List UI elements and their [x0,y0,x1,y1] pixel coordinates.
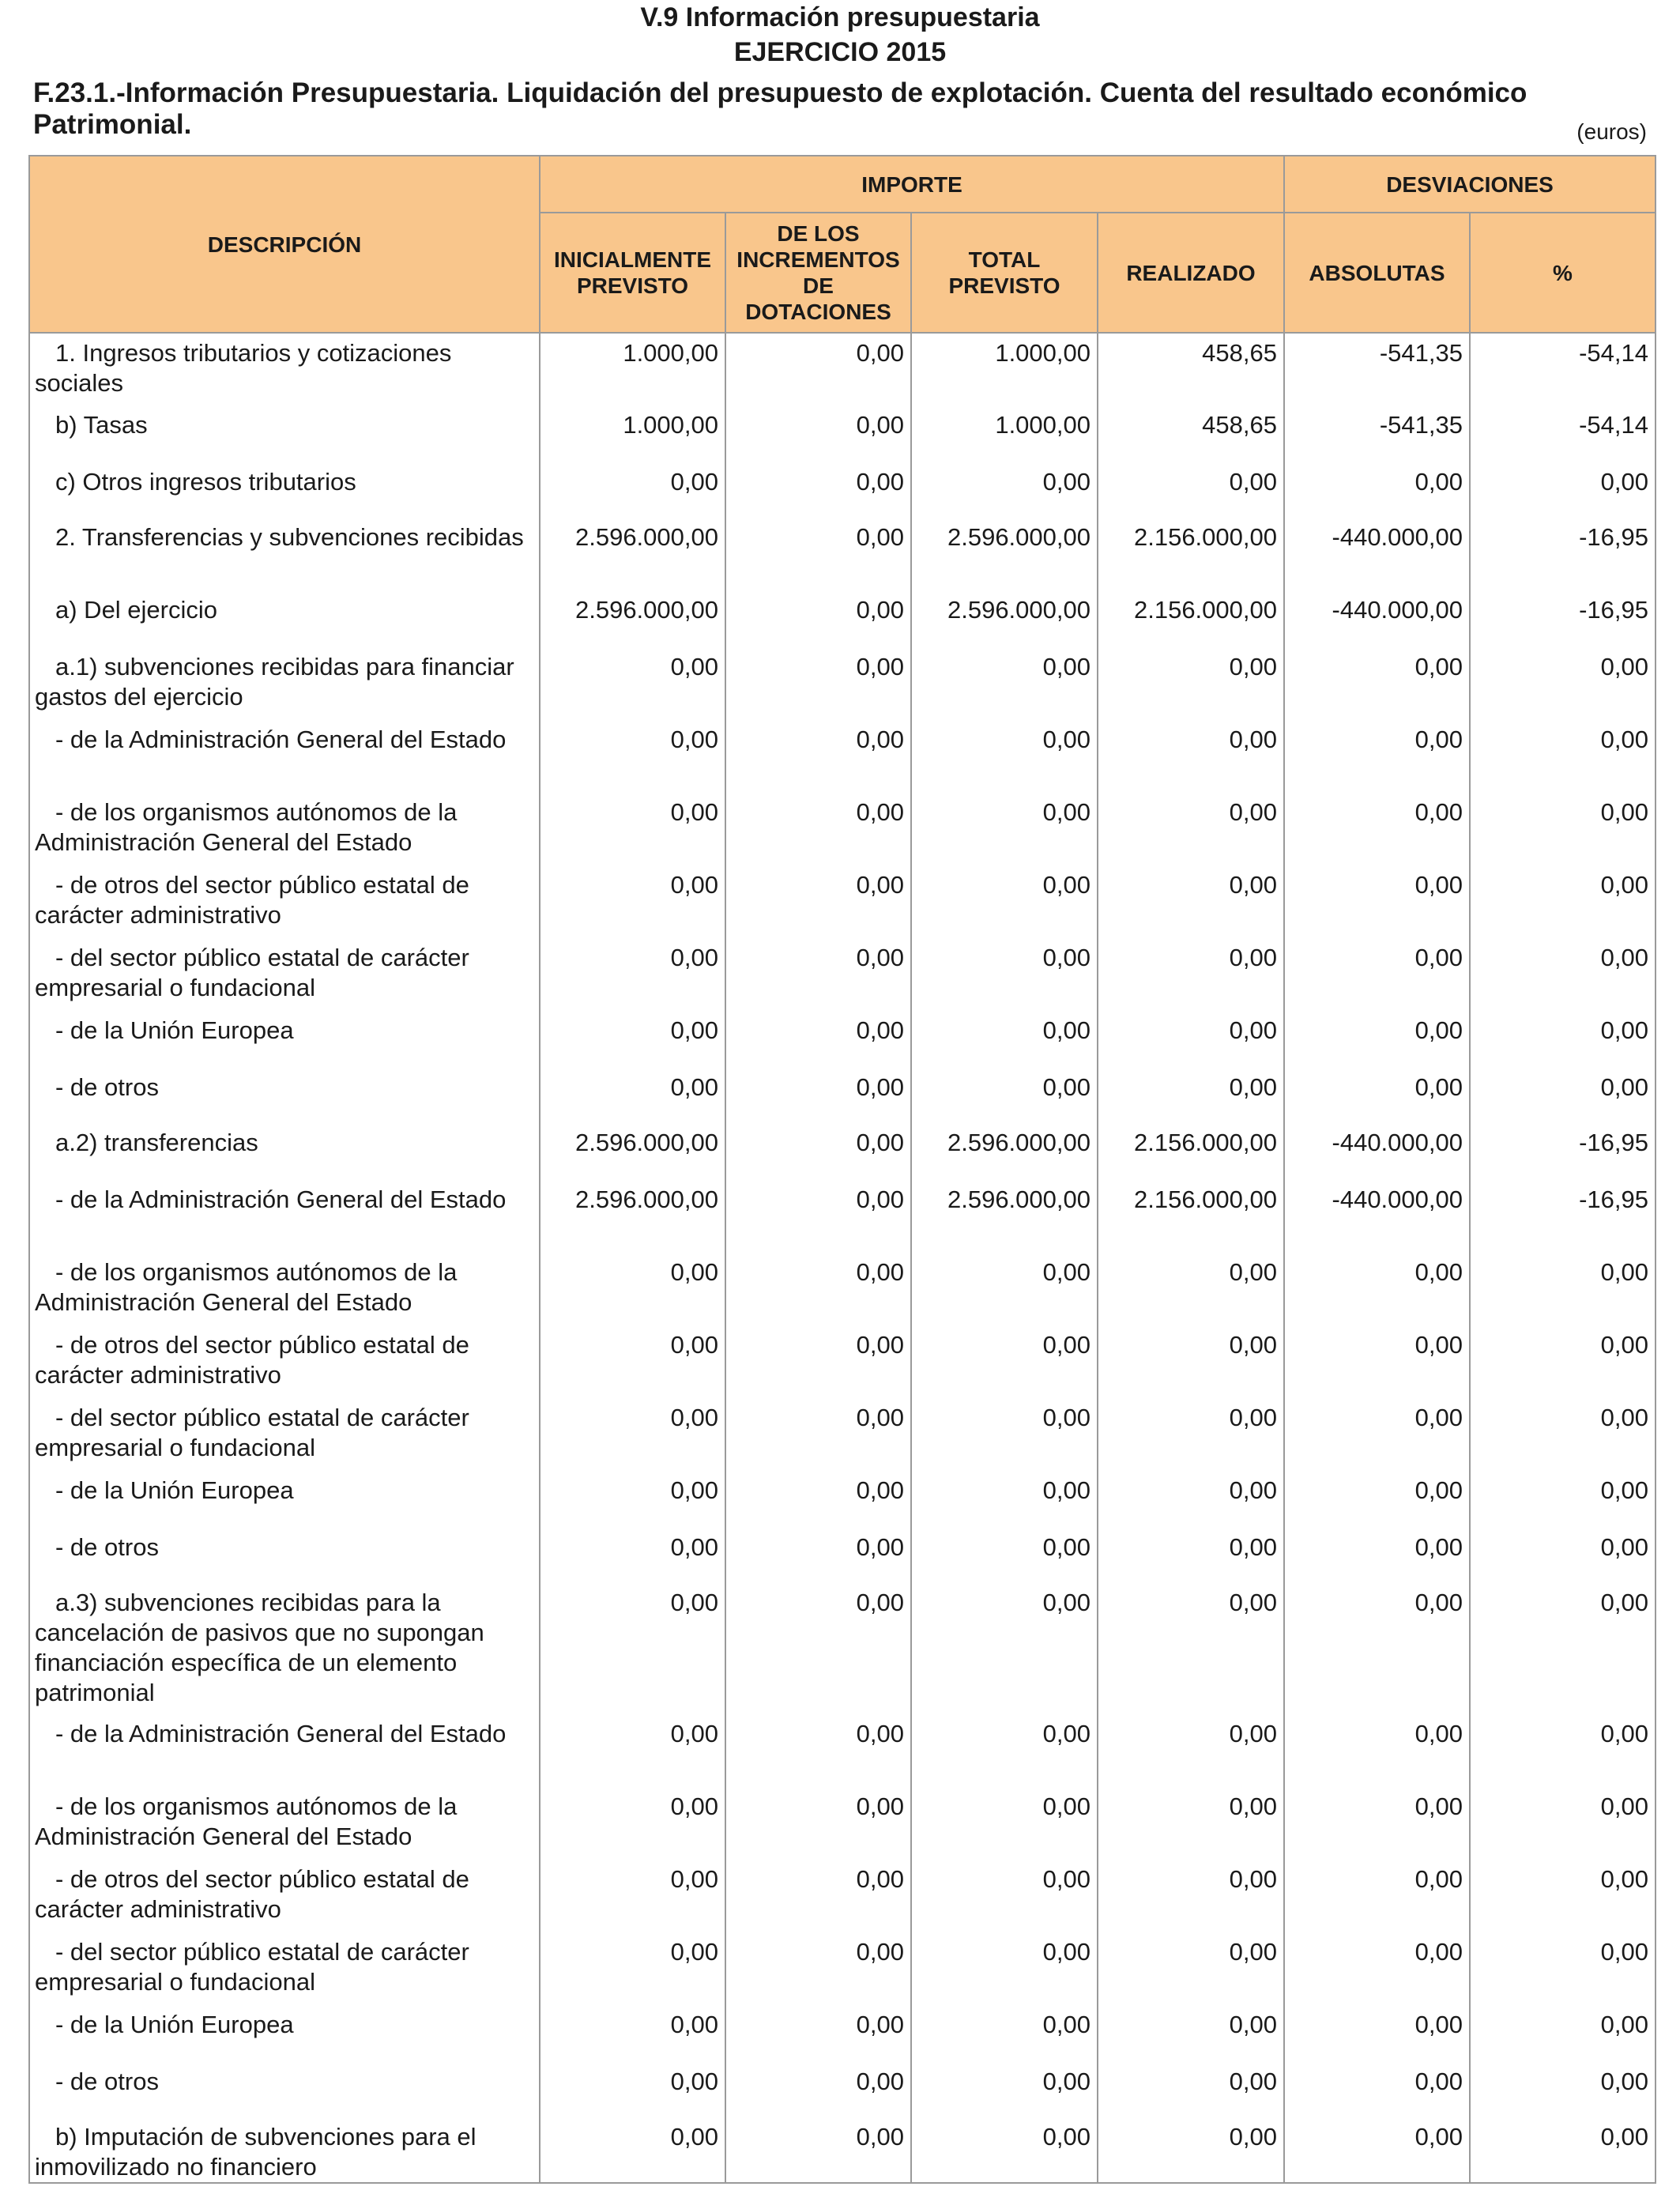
cell-incrementos-dotaciones: 0,00 [725,518,911,590]
table-row [29,1932,1656,2005]
table-row [29,1068,1656,1123]
cell-desviacion-absoluta: 0,00 [1284,720,1470,793]
cell-inicialmente-previsto: 0,00 [540,462,725,518]
cell-desviacion-absoluta: 0,00 [1284,1398,1470,1471]
table-row [29,1714,1656,1787]
table-row [29,938,1656,1011]
row-description: c) Otros ingresos tributarios [29,462,540,518]
units-label: (euros) [1576,119,1647,144]
cell-inicialmente-previsto: 0,00 [540,1325,725,1398]
document-title: F.23.1.-Información Presupuestaria. Liquidación del presupuesto de explotación. Cuenta del resultado económico Patrimonial. [33,77,1527,140]
cell-desviacion-absoluta: 0,00 [1284,1325,1470,1398]
cell-incrementos-dotaciones: 0,00 [725,2062,911,2117]
cell-desviacion-porcentaje: 0,00 [1470,1011,1656,1068]
table-body [29,333,1656,2183]
cell-realizado: 2.156.000,00 [1098,1180,1284,1253]
cell-desviacion-porcentaje: 0,00 [1470,1932,1656,2005]
cell-desviacion-absoluta: -440.000,00 [1284,1123,1470,1180]
cell-inicialmente-previsto: 0,00 [540,793,725,865]
cell-total-previsto: 0,00 [911,2117,1098,2183]
cell-total-previsto: 0,00 [911,938,1098,1011]
table-row [29,720,1656,793]
cell-desviacion-absoluta: 0,00 [1284,1932,1470,2005]
cell-desviacion-absoluta: -541,35 [1284,405,1470,462]
row-description: - del sector público estatal de carácter empresarial o fundacional [29,938,540,1011]
cell-incrementos-dotaciones: 0,00 [725,1787,911,1860]
cell-total-previsto: 0,00 [911,1528,1098,1583]
cell-inicialmente-previsto: 0,00 [540,1787,725,1860]
cell-total-previsto: 0,00 [911,2062,1098,2117]
table-row [29,1011,1656,1068]
row-description: a.2) transferencias [29,1123,540,1180]
cell-inicialmente-previsto: 2.596.000,00 [540,518,725,590]
cell-total-previsto: 0,00 [911,720,1098,793]
row-description: - del sector público estatal de carácter empresarial o fundacional [29,1398,540,1471]
cell-total-previsto: 0,00 [911,462,1098,518]
cell-inicialmente-previsto: 2.596.000,00 [540,1180,725,1253]
row-description: - de otros [29,1528,540,1583]
row-description: - de la Administración General del Estado [29,1180,540,1253]
table-row [29,1398,1656,1471]
cell-incrementos-dotaciones: 0,00 [725,2005,911,2062]
table-row [29,1471,1656,1528]
cell-total-previsto: 1.000,00 [911,333,1098,405]
cell-incrementos-dotaciones: 0,00 [725,1583,911,1714]
cell-inicialmente-previsto: 0,00 [540,1860,725,1932]
table-row [29,1860,1656,1932]
row-description: a) Del ejercicio [29,590,540,647]
cell-realizado: 0,00 [1098,1011,1284,1068]
cell-desviacion-absoluta: 0,00 [1284,647,1470,720]
row-description: - de la Unión Europea [29,2005,540,2062]
cell-incrementos-dotaciones: 0,00 [725,1471,911,1528]
cell-realizado: 0,00 [1098,1860,1284,1932]
cell-desviacion-porcentaje: 0,00 [1470,1787,1656,1860]
cell-desviacion-absoluta: -541,35 [1284,333,1470,405]
row-description: - de otros del sector público estatal de carácter administrativo [29,865,540,938]
cell-incrementos-dotaciones: 0,00 [725,938,911,1011]
cell-inicialmente-previsto: 0,00 [540,1068,725,1123]
cell-inicialmente-previsto: 0,00 [540,1528,725,1583]
cell-incrementos-dotaciones: 0,00 [725,405,911,462]
col-header-absolutas: ABSOLUTAS [1284,213,1470,333]
row-description: - de la Unión Europea [29,1011,540,1068]
cell-desviacion-absoluta: 0,00 [1284,1583,1470,1714]
cell-desviacion-absoluta: -440.000,00 [1284,590,1470,647]
cell-inicialmente-previsto: 0,00 [540,1583,725,1714]
row-description: - de otros [29,2062,540,2117]
col-group-desviaciones: DESVIACIONES [1284,156,1656,213]
row-description: a.1) subvenciones recibidas para financiar gastos del ejercicio [29,647,540,720]
cell-inicialmente-previsto: 0,00 [540,1011,725,1068]
cell-total-previsto: 0,00 [911,1932,1098,2005]
cell-desviacion-absoluta: 0,00 [1284,793,1470,865]
cell-desviacion-absoluta: 0,00 [1284,2005,1470,2062]
table-row [29,1180,1656,1253]
cell-desviacion-porcentaje: -54,14 [1470,405,1656,462]
cell-incrementos-dotaciones: 0,00 [725,1714,911,1787]
col-header-inicialmente-previsto: INICIALMENTE PREVISTO [540,213,725,333]
cell-realizado: 0,00 [1098,1787,1284,1860]
cell-desviacion-porcentaje: -54,14 [1470,333,1656,405]
row-description: - de los organismos autónomos de la Administración General del Estado [29,1787,540,1860]
table-row [29,2005,1656,2062]
cell-realizado: 0,00 [1098,793,1284,865]
cell-incrementos-dotaciones: 0,00 [725,1528,911,1583]
cell-desviacion-absoluta: 0,00 [1284,938,1470,1011]
cell-desviacion-porcentaje: 0,00 [1470,938,1656,1011]
cell-desviacion-absoluta: 0,00 [1284,1528,1470,1583]
row-description: b) Imputación de subvenciones para el inmovilizado no financiero [29,2117,540,2183]
cell-incrementos-dotaciones: 0,00 [725,1123,911,1180]
cell-desviacion-absoluta: 0,00 [1284,2062,1470,2117]
cell-desviacion-absoluta: -440.000,00 [1284,518,1470,590]
cell-realizado: 2.156.000,00 [1098,1123,1284,1180]
cell-desviacion-porcentaje: 0,00 [1470,2005,1656,2062]
cell-desviacion-absoluta: 0,00 [1284,462,1470,518]
cell-realizado: 0,00 [1098,2062,1284,2117]
table-row [29,1787,1656,1860]
cell-inicialmente-previsto: 1.000,00 [540,333,725,405]
cell-desviacion-absoluta: 0,00 [1284,1068,1470,1123]
col-header-total-previsto: TOTAL PREVISTO [911,213,1098,333]
cell-realizado: 0,00 [1098,720,1284,793]
row-description: - de los organismos autónomos de la Administración General del Estado [29,793,540,865]
cell-desviacion-porcentaje: 0,00 [1470,1714,1656,1787]
cell-realizado: 0,00 [1098,938,1284,1011]
col-header-incrementos-dotaciones: DE LOS INCREMENTOS DE DOTACIONES [725,213,911,333]
cell-inicialmente-previsto: 0,00 [540,647,725,720]
col-header-realizado: REALIZADO [1098,213,1284,333]
cell-incrementos-dotaciones: 0,00 [725,1180,911,1253]
cell-incrementos-dotaciones: 0,00 [725,2117,911,2183]
cell-realizado: 0,00 [1098,2117,1284,2183]
cell-desviacion-porcentaje: 0,00 [1470,2117,1656,2183]
cell-incrementos-dotaciones: 0,00 [725,333,911,405]
cell-desviacion-porcentaje: 0,00 [1470,1325,1656,1398]
table-row [29,462,1656,518]
table-row [29,1583,1656,1714]
cell-inicialmente-previsto: 0,00 [540,1471,725,1528]
cell-realizado: 0,00 [1098,1714,1284,1787]
table-row [29,647,1656,720]
cell-realizado: 0,00 [1098,1398,1284,1471]
cell-inicialmente-previsto: 0,00 [540,2062,725,2117]
cell-realizado: 0,00 [1098,1325,1284,1398]
cell-desviacion-porcentaje: 0,00 [1470,462,1656,518]
row-description: 1. Ingresos tributarios y cotizaciones sociales [29,333,540,405]
cell-desviacion-porcentaje: -16,95 [1470,518,1656,590]
row-description: - de los organismos autónomos de la Administración General del Estado [29,1253,540,1325]
cell-total-previsto: 2.596.000,00 [911,1180,1098,1253]
table-row [29,1253,1656,1325]
cell-desviacion-absoluta: 0,00 [1284,1714,1470,1787]
row-description: - de la Administración General del Estado [29,1714,540,1787]
cell-realizado: 0,00 [1098,865,1284,938]
cell-inicialmente-previsto: 0,00 [540,720,725,793]
cell-inicialmente-previsto: 2.596.000,00 [540,1123,725,1180]
cell-realizado: 0,00 [1098,1932,1284,2005]
cell-desviacion-porcentaje: -16,95 [1470,1123,1656,1180]
cell-incrementos-dotaciones: 0,00 [725,865,911,938]
cell-total-previsto: 0,00 [911,1325,1098,1398]
cell-inicialmente-previsto: 0,00 [540,1398,725,1471]
cell-desviacion-porcentaje: 0,00 [1470,647,1656,720]
cell-desviacion-absoluta: 0,00 [1284,1860,1470,1932]
row-description: - del sector público estatal de carácter empresarial o fundacional [29,1932,540,2005]
table-row [29,2117,1656,2183]
fiscal-year-heading: EJERCICIO 2015 [733,37,947,67]
cell-realizado: 0,00 [1098,1528,1284,1583]
cell-desviacion-porcentaje: 0,00 [1470,1583,1656,1714]
cell-incrementos-dotaciones: 0,00 [725,793,911,865]
cell-inicialmente-previsto: 0,00 [540,1253,725,1325]
table-row [29,2062,1656,2117]
cell-realizado: 0,00 [1098,1583,1284,1714]
cell-incrementos-dotaciones: 0,00 [725,1253,911,1325]
cell-total-previsto: 0,00 [911,1398,1098,1471]
section-heading: V.9 Información presupuestaria [640,2,1040,32]
cell-total-previsto: 0,00 [911,2005,1098,2062]
table-row [29,518,1656,590]
cell-total-previsto: 0,00 [911,1068,1098,1123]
cell-desviacion-absoluta: 0,00 [1284,1253,1470,1325]
cell-realizado: 458,65 [1098,405,1284,462]
cell-desviacion-absoluta: -440.000,00 [1284,1180,1470,1253]
cell-total-previsto: 0,00 [911,1787,1098,1860]
col-header-porcentaje: % [1470,213,1656,333]
cell-desviacion-absoluta: 0,00 [1284,1011,1470,1068]
cell-desviacion-porcentaje: 0,00 [1470,865,1656,938]
cell-desviacion-porcentaje: 0,00 [1470,793,1656,865]
table-row [29,333,1656,405]
cell-desviacion-porcentaje: 0,00 [1470,1253,1656,1325]
cell-total-previsto: 0,00 [911,793,1098,865]
table-row [29,405,1656,462]
table-row [29,590,1656,647]
cell-inicialmente-previsto: 0,00 [540,1714,725,1787]
budget-table [28,155,1656,2184]
cell-incrementos-dotaciones: 0,00 [725,1932,911,2005]
cell-total-previsto: 0,00 [911,1471,1098,1528]
cell-realizado: 0,00 [1098,462,1284,518]
row-description: - de otros del sector público estatal de carácter administrativo [29,1860,540,1932]
cell-desviacion-absoluta: 0,00 [1284,865,1470,938]
row-description: - de la Administración General del Estado [29,720,540,793]
cell-total-previsto: 0,00 [911,865,1098,938]
cell-realizado: 458,65 [1098,333,1284,405]
col-group-importe: IMPORTE [540,156,1284,213]
cell-total-previsto: 2.596.000,00 [911,590,1098,647]
cell-desviacion-absoluta: 0,00 [1284,1787,1470,1860]
row-description: a.3) subvenciones recibidas para la cancelación de pasivos que no supongan financiación específica de un elemento patrimonial [29,1583,540,1714]
cell-incrementos-dotaciones: 0,00 [725,462,911,518]
col-header-descripcion: DESCRIPCIÓN [29,156,540,333]
row-description: - de otros del sector público estatal de carácter administrativo [29,1325,540,1398]
cell-inicialmente-previsto: 0,00 [540,2117,725,2183]
cell-desviacion-porcentaje: 0,00 [1470,1860,1656,1932]
cell-total-previsto: 1.000,00 [911,405,1098,462]
cell-inicialmente-previsto: 0,00 [540,1932,725,2005]
row-description: b) Tasas [29,405,540,462]
cell-desviacion-absoluta: 0,00 [1284,2117,1470,2183]
cell-realizado: 0,00 [1098,1253,1284,1325]
cell-realizado: 0,00 [1098,2005,1284,2062]
cell-desviacion-porcentaje: -16,95 [1470,590,1656,647]
cell-inicialmente-previsto: 2.596.000,00 [540,590,725,647]
cell-realizado: 0,00 [1098,1471,1284,1528]
table-row [29,1123,1656,1180]
row-description: 2. Transferencias y subvenciones recibidas [29,518,540,590]
cell-incrementos-dotaciones: 0,00 [725,1860,911,1932]
cell-total-previsto: 2.596.000,00 [911,1123,1098,1180]
table-row [29,1325,1656,1398]
cell-incrementos-dotaciones: 0,00 [725,1068,911,1123]
row-description: - de otros [29,1068,540,1123]
cell-total-previsto: 0,00 [911,647,1098,720]
cell-total-previsto: 0,00 [911,1714,1098,1787]
cell-desviacion-porcentaje: 0,00 [1470,1068,1656,1123]
cell-incrementos-dotaciones: 0,00 [725,1011,911,1068]
table-row [29,793,1656,865]
cell-incrementos-dotaciones: 0,00 [725,720,911,793]
cell-realizado: 2.156.000,00 [1098,518,1284,590]
cell-incrementos-dotaciones: 0,00 [725,590,911,647]
cell-realizado: 0,00 [1098,647,1284,720]
cell-realizado: 2.156.000,00 [1098,590,1284,647]
table-row [29,1528,1656,1583]
cell-total-previsto: 0,00 [911,1253,1098,1325]
cell-inicialmente-previsto: 0,00 [540,938,725,1011]
cell-desviacion-porcentaje: 0,00 [1470,1471,1656,1528]
cell-inicialmente-previsto: 0,00 [540,865,725,938]
cell-incrementos-dotaciones: 0,00 [725,1398,911,1471]
cell-desviacion-porcentaje: 0,00 [1470,1528,1656,1583]
table-row [29,865,1656,938]
cell-total-previsto: 2.596.000,00 [911,518,1098,590]
cell-incrementos-dotaciones: 0,00 [725,647,911,720]
cell-inicialmente-previsto: 0,00 [540,2005,725,2062]
cell-total-previsto: 0,00 [911,1583,1098,1714]
cell-incrementos-dotaciones: 0,00 [725,1325,911,1398]
cell-inicialmente-previsto: 1.000,00 [540,405,725,462]
cell-desviacion-porcentaje: 0,00 [1470,2062,1656,2117]
cell-desviacion-porcentaje: 0,00 [1470,720,1656,793]
row-description: - de la Unión Europea [29,1471,540,1528]
cell-desviacion-porcentaje: -16,95 [1470,1180,1656,1253]
cell-realizado: 0,00 [1098,1068,1284,1123]
cell-desviacion-absoluta: 0,00 [1284,1471,1470,1528]
cell-total-previsto: 0,00 [911,1860,1098,1932]
cell-desviacion-porcentaje: 0,00 [1470,1398,1656,1471]
cell-total-previsto: 0,00 [911,1011,1098,1068]
